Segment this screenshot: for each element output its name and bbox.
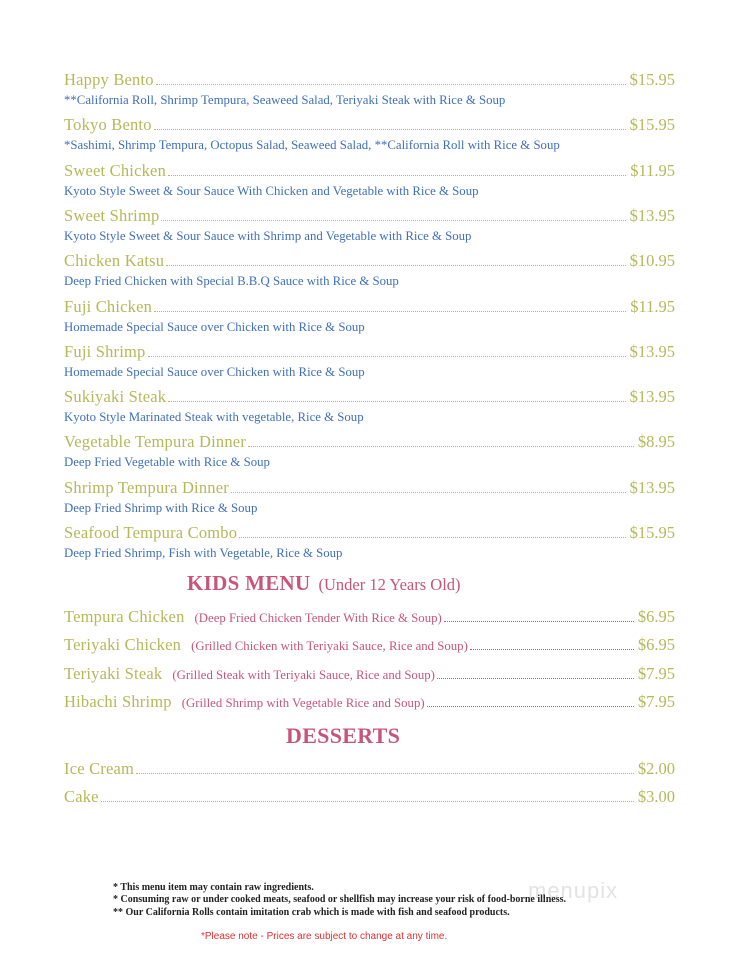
item-name: Seafood Tempura Combo [64, 523, 238, 542]
item-description: Deep Fried Chicken with Special B.B.Q Sauce with Rice & Soup [64, 274, 399, 288]
item-name: Shrimp Tempura Dinner [64, 478, 229, 497]
item-price: $10.95 [629, 251, 675, 270]
dot-leader [101, 801, 634, 802]
item-name: Ice Cream [64, 759, 135, 778]
footnote: * Consuming raw or under cooked meats, seafood or shellfish may increase your risk of food-borne illness. [113, 894, 566, 906]
dot-leader [444, 621, 634, 622]
dot-leader [168, 175, 626, 176]
dot-leader [161, 220, 625, 221]
item-description: Kyoto Style Marinated Steak with vegetable, Rice & Soup [64, 410, 364, 424]
item-description: Deep Fried Shrimp with Rice & Soup [64, 501, 258, 515]
kids-menu-subtitle: (Under 12 Years Old) [318, 575, 461, 594]
item-note: (Grilled Chicken with Teriyaki Sauce, Rice and Soup) [191, 639, 468, 653]
item-price: $15.95 [629, 115, 675, 134]
kids-item [64, 664, 675, 686]
dot-leader [470, 649, 634, 650]
item-description: Deep Fried Vegetable with Rice & Soup [64, 455, 270, 469]
item-price: $8.95 [637, 432, 675, 451]
item-description: *Sashimi, Shrimp Tempura, Octopus Salad, Seaweed Salad, **California Roll with Rice & Soup [64, 138, 560, 152]
kids-item [64, 692, 675, 714]
desserts-heading: DESSERTS [286, 723, 401, 748]
item-price: $15.95 [629, 523, 675, 542]
item-price: $11.95 [630, 297, 675, 316]
item-name: Cake [64, 787, 99, 806]
menu-item [64, 523, 675, 560]
dot-leader [437, 678, 634, 679]
item-price: $13.95 [629, 387, 675, 406]
item-name: Fuji Shrimp [64, 342, 146, 361]
menu-item [64, 115, 675, 152]
dessert-item [64, 759, 675, 781]
footnote: * This menu item may contain raw ingredients. [113, 882, 314, 893]
price-notice: *Please note - Prices are subject to change at any time. [201, 931, 448, 942]
menu-item [64, 478, 675, 515]
item-name: Teriyaki Chicken [64, 635, 182, 654]
item-name: Chicken Katsu [64, 251, 165, 270]
item-note: (Grilled Shrimp with Vegetable Rice and Soup) [181, 696, 425, 710]
dot-leader [154, 311, 626, 312]
item-name: Tokyo Bento [64, 115, 152, 134]
item-price: $6.95 [637, 607, 675, 626]
item-name: Happy Bento [64, 70, 154, 89]
dot-leader [154, 129, 626, 130]
item-description: **California Roll, Shrimp Tempura, Seaweed Salad, Teriyaki Steak with Rice & Soup [64, 93, 506, 107]
item-price: $7.95 [637, 692, 675, 711]
item-price: $3.00 [637, 787, 675, 806]
dot-leader [148, 356, 626, 357]
item-price: $2.00 [637, 759, 675, 778]
item-description: Homemade Special Sauce over Chicken with Rice & Soup [64, 365, 365, 379]
item-description: Homemade Special Sauce over Chicken with Rice & Soup [64, 320, 365, 334]
menu-item [64, 206, 675, 243]
dot-leader [248, 446, 634, 447]
item-price: $13.95 [629, 478, 675, 497]
item-price: $11.95 [630, 161, 675, 180]
item-description: Kyoto Style Sweet & Sour Sauce with Shrimp and Vegetable with Rice & Soup [64, 229, 472, 243]
dot-leader [231, 492, 626, 493]
item-name: Sukiyaki Steak [64, 387, 167, 406]
item-name: Sweet Shrimp [64, 206, 160, 225]
watermark: menupix [528, 878, 619, 903]
kids-menu-title: KIDS MENU [187, 571, 311, 595]
menu-item [64, 161, 675, 198]
dot-leader [166, 265, 625, 266]
footnotes [113, 882, 566, 919]
menu-item [64, 342, 675, 379]
item-price: $7.95 [637, 664, 675, 683]
kids-item [64, 635, 675, 657]
item-name: Vegetable Tempura Dinner [64, 432, 247, 451]
item-price: $15.95 [629, 70, 675, 89]
item-price: $13.95 [629, 342, 675, 361]
item-price: $6.95 [637, 635, 675, 654]
dot-leader [156, 84, 626, 85]
menu-item [64, 70, 675, 107]
item-name: Sweet Chicken [64, 161, 167, 180]
item-description: Kyoto Style Sweet & Sour Sauce With Chicken and Vegetable with Rice & Soup [64, 184, 479, 198]
item-note: (Grilled Steak with Teriyaki Sauce, Rice and Soup) [172, 668, 435, 682]
menu-item [64, 432, 675, 469]
item-name: Teriyaki Steak [64, 664, 163, 683]
item-note: (Deep Fried Chicken Tender With Rice & Soup) [194, 611, 442, 625]
menu-item [64, 387, 675, 424]
dot-leader [239, 537, 625, 538]
item-price: $13.95 [629, 206, 675, 225]
dot-leader [427, 706, 634, 707]
item-description: Deep Fried Shrimp, Fish with Vegetable, Rice & Soup [64, 546, 343, 560]
footnote: ** Our California Rolls contain imitation crab which is made with fish and seafood products. [113, 906, 510, 918]
item-name: Hibachi Shrimp [64, 692, 172, 711]
kids-item [64, 607, 675, 629]
dessert-item [64, 787, 675, 809]
item-name: Tempura Chicken [64, 607, 185, 626]
dot-leader [136, 773, 634, 774]
menu-item [64, 297, 675, 334]
menu-item [64, 251, 675, 288]
item-name: Fuji Chicken [64, 297, 153, 316]
dot-leader [168, 401, 625, 402]
kids-menu-heading [187, 571, 461, 596]
